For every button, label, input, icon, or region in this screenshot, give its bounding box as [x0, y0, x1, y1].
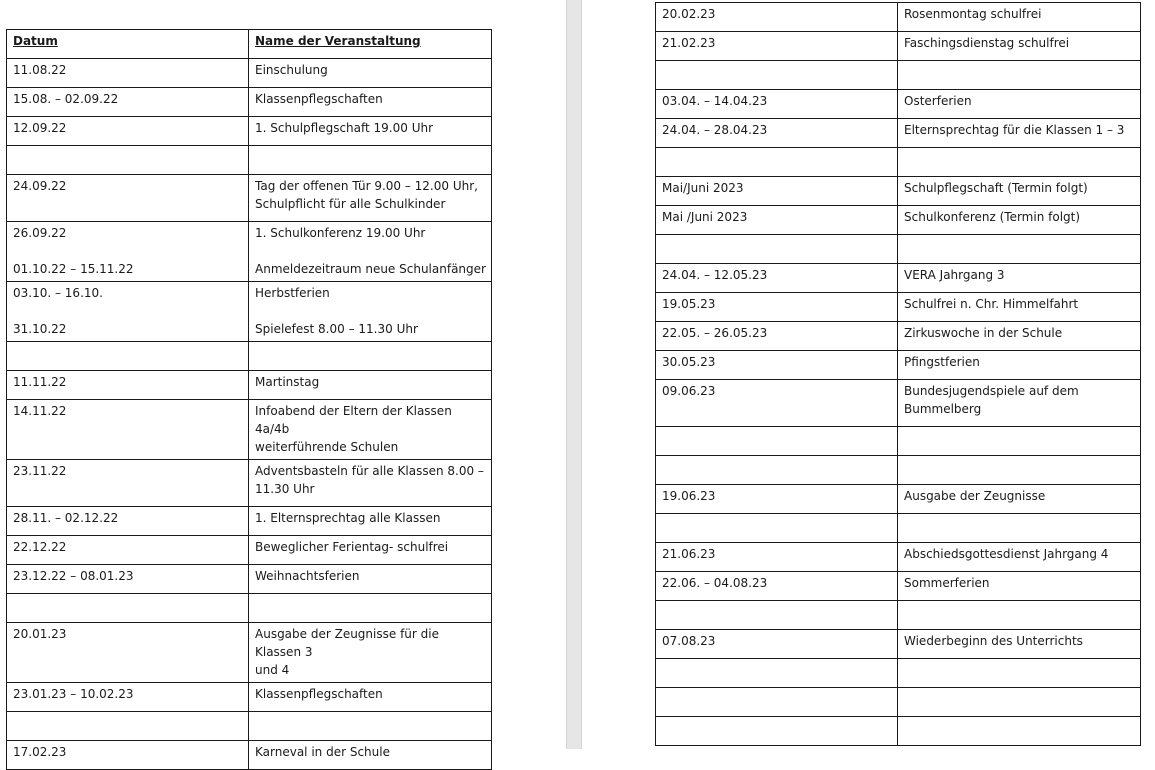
table-row — [7, 59, 492, 88]
cell-event-name: Osterferien — [898, 90, 1141, 119]
cell-event-name — [898, 456, 1141, 485]
table-row — [656, 717, 1141, 746]
table-row — [7, 175, 492, 222]
cell-date: 30.05.23 — [656, 351, 898, 380]
table-row — [656, 264, 1141, 293]
cell-event-name: Weihnachtsferien — [249, 565, 492, 594]
cell-date: 07.08.23 — [656, 630, 898, 659]
cell-date — [656, 659, 898, 688]
cell-event-name — [898, 427, 1141, 456]
cell-event-name: Ausgabe der Zeugnisse — [898, 485, 1141, 514]
schedule-table-page-1 — [6, 29, 492, 770]
cell-event-name: Klassenpflegschaften — [249, 683, 492, 712]
table-row — [656, 32, 1141, 61]
cell-event-name — [898, 61, 1141, 90]
table-row — [656, 177, 1141, 206]
table-row — [656, 351, 1141, 380]
cell-event-name — [898, 235, 1141, 264]
cell-date: 24.04. – 28.04.23 — [656, 119, 898, 148]
header-event-name: Name der Veranstaltung — [249, 30, 492, 59]
cell-event-name: Tag der offenen Tür 9.00 – 12.00 Uhr, Schulpflicht für alle Schulkinder — [249, 175, 492, 222]
cell-event-name: Bundesjugendspiele auf dem Bummelberg — [898, 380, 1141, 427]
cell-date: 20.01.23 — [7, 623, 249, 683]
table-row — [656, 322, 1141, 351]
cell-event-name: Herbstferien Spielefest 8.00 – 11.30 Uhr — [249, 282, 492, 342]
cell-date: 21.06.23 — [656, 543, 898, 572]
cell-event-name — [898, 688, 1141, 717]
table-row — [7, 594, 492, 623]
cell-date — [7, 712, 249, 741]
cell-event-name: Schulpflegschaft (Termin folgt) — [898, 177, 1141, 206]
cell-event-name: Schulfrei n. Chr. Himmelfahrt — [898, 293, 1141, 322]
table-row — [7, 342, 492, 371]
table-row — [656, 119, 1141, 148]
cell-event-name: Karneval in der Schule — [249, 741, 492, 770]
schedule-table-page-2 — [655, 2, 1141, 746]
table-row — [656, 61, 1141, 90]
cell-event-name: Klassenpflegschaften — [249, 88, 492, 117]
cell-event-name: 1. Schulkonferenz 19.00 Uhr Anmeldezeitraum neue Schulanfänger — [249, 222, 492, 282]
cell-date: 03.04. – 14.04.23 — [656, 90, 898, 119]
cell-date: 22.12.22 — [7, 536, 249, 565]
cell-event-name — [898, 717, 1141, 746]
cell-date: 03.10. – 16.10. 31.10.22 — [7, 282, 249, 342]
table-row — [656, 90, 1141, 119]
table-row — [7, 741, 492, 770]
table-row — [656, 3, 1141, 32]
table-row — [7, 371, 492, 400]
table-row — [656, 485, 1141, 514]
cell-date — [656, 427, 898, 456]
table-row — [7, 460, 492, 507]
table-row — [656, 659, 1141, 688]
table-row — [656, 235, 1141, 264]
cell-event-name: Abschiedsgottesdienst Jahrgang 4 — [898, 543, 1141, 572]
cell-date: 11.11.22 — [7, 371, 249, 400]
table-row — [7, 400, 492, 460]
cell-date: 23.01.23 – 10.02.23 — [7, 683, 249, 712]
table-header-row — [7, 30, 492, 59]
table-row — [7, 536, 492, 565]
cell-event-name: 1. Schulpflegschaft 19.00 Uhr — [249, 117, 492, 146]
cell-date — [7, 146, 249, 175]
cell-date: 17.02.23 — [7, 741, 249, 770]
cell-event-name: Faschingsdienstag schulfrei — [898, 32, 1141, 61]
cell-event-name: 1. Elternsprechtag alle Klassen — [249, 507, 492, 536]
cell-event-name: Sommerferien — [898, 572, 1141, 601]
table-row — [7, 683, 492, 712]
cell-date — [656, 61, 898, 90]
cell-event-name — [249, 594, 492, 623]
table-row — [656, 630, 1141, 659]
cell-date: 19.05.23 — [656, 293, 898, 322]
table-row — [7, 712, 492, 741]
cell-date: Mai /Juni 2023 — [656, 206, 898, 235]
table-row — [7, 146, 492, 175]
table-row — [656, 148, 1141, 177]
cell-event-name: Zirkuswoche in der Schule — [898, 322, 1141, 351]
cell-date: 23.11.22 — [7, 460, 249, 507]
cell-event-name: Rosenmontag schulfrei — [898, 3, 1141, 32]
cell-event-name — [249, 146, 492, 175]
cell-event-name — [249, 712, 492, 741]
cell-date — [656, 148, 898, 177]
table-row — [7, 507, 492, 536]
cell-date: 11.08.22 — [7, 59, 249, 88]
table-row — [656, 543, 1141, 572]
cell-date: 15.08. – 02.09.22 — [7, 88, 249, 117]
table-row — [7, 222, 492, 282]
cell-date: 28.11. – 02.12.22 — [7, 507, 249, 536]
header-date: Datum — [7, 30, 249, 59]
cell-date: 24.09.22 — [7, 175, 249, 222]
cell-date — [656, 514, 898, 543]
table-row — [656, 456, 1141, 485]
cell-event-name: Einschulung — [249, 59, 492, 88]
cell-event-name: Wiederbeginn des Unterrichts — [898, 630, 1141, 659]
table-row — [7, 565, 492, 594]
cell-date — [656, 688, 898, 717]
cell-event-name: Martinstag — [249, 371, 492, 400]
cell-date: 21.02.23 — [656, 32, 898, 61]
cell-event-name: Beweglicher Ferientag- schulfrei — [249, 536, 492, 565]
cell-event-name: Ausgabe der Zeugnisse für die Klassen 3 und 4 — [249, 623, 492, 683]
cell-date — [7, 594, 249, 623]
table-row — [656, 293, 1141, 322]
cell-event-name — [898, 148, 1141, 177]
cell-date: Mai/Juni 2023 — [656, 177, 898, 206]
table-row — [7, 282, 492, 342]
cell-event-name: Pfingstferien — [898, 351, 1141, 380]
table-row — [656, 688, 1141, 717]
cell-event-name: Adventsbasteln für alle Klassen 8.00 – 11.30 Uhr — [249, 460, 492, 507]
table-row — [656, 601, 1141, 630]
cell-date: 22.06. – 04.08.23 — [656, 572, 898, 601]
table-row — [7, 88, 492, 117]
table-row — [656, 514, 1141, 543]
cell-event-name — [898, 601, 1141, 630]
cell-event-name — [898, 659, 1141, 688]
cell-date — [656, 717, 898, 746]
cell-event-name — [249, 342, 492, 371]
cell-event-name: Elternsprechtag für die Klassen 1 – 3 — [898, 119, 1141, 148]
cell-date — [656, 601, 898, 630]
table-row — [656, 572, 1141, 601]
cell-date: 26.09.22 01.10.22 – 15.11.22 — [7, 222, 249, 282]
cell-event-name: Schulkonferenz (Termin folgt) — [898, 206, 1141, 235]
table-row — [656, 206, 1141, 235]
cell-date: 23.12.22 – 08.01.23 — [7, 565, 249, 594]
page-gap — [566, 0, 582, 749]
cell-date: 22.05. – 26.05.23 — [656, 322, 898, 351]
cell-date: 20.02.23 — [656, 3, 898, 32]
cell-date — [7, 342, 249, 371]
cell-event-name — [898, 514, 1141, 543]
table-row — [7, 117, 492, 146]
cell-date: 19.06.23 — [656, 485, 898, 514]
cell-event-name: VERA Jahrgang 3 — [898, 264, 1141, 293]
cell-date: 12.09.22 — [7, 117, 249, 146]
cell-date — [656, 235, 898, 264]
cell-event-name: Infoabend der Eltern der Klassen 4a/4b weiterführende Schulen — [249, 400, 492, 460]
table-row — [656, 380, 1141, 427]
cell-date: 24.04. – 12.05.23 — [656, 264, 898, 293]
cell-date: 09.06.23 — [656, 380, 898, 427]
table-row — [7, 623, 492, 683]
cell-date — [656, 456, 898, 485]
cell-date: 14.11.22 — [7, 400, 249, 460]
table-row — [656, 427, 1141, 456]
